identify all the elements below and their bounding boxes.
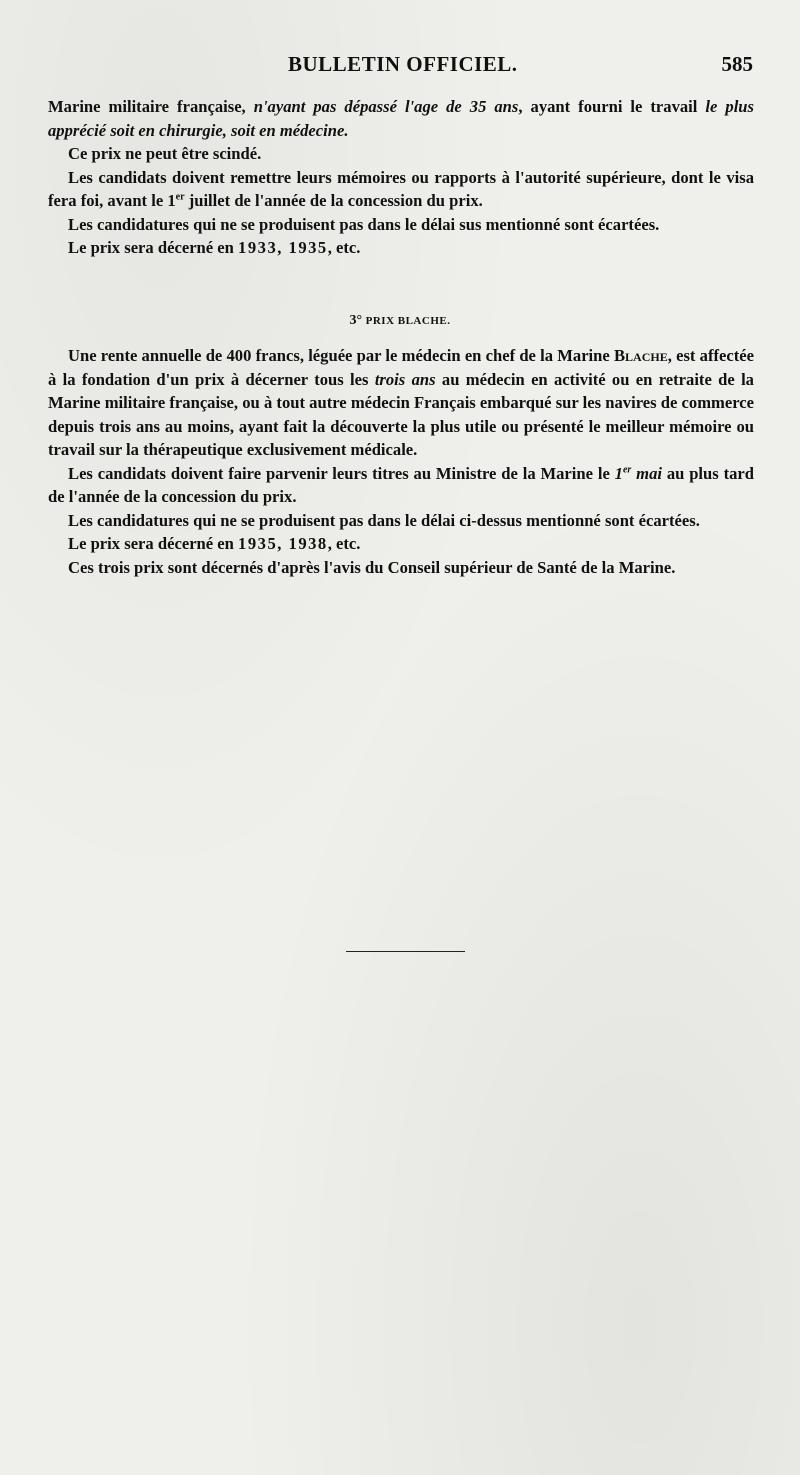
page-header [48, 52, 753, 82]
paragraph-foundation [48, 344, 754, 462]
years-span: 1933, 1935 [238, 238, 328, 257]
text-span: Une rente annuelle de 400 francs, léguée par le médecin en chef de la Marine [68, 346, 614, 365]
text-block-prix-blache [48, 344, 754, 579]
text-span: , etc. [327, 534, 361, 553]
text-block-prize-2-end [48, 95, 754, 260]
italic-span: n'ayant pas dépassé l'age de 35 ans [253, 97, 519, 116]
italic-span: le plus apprécié soit en chirurgie, soit en médecine. [48, 97, 754, 140]
italic-span: 1 [614, 463, 623, 483]
section-number: 3° [349, 313, 363, 328]
italic-span: trois ans [374, 369, 436, 389]
italic-span: mai [631, 463, 662, 483]
text-span: , est affectée à la fondation d'un prix à décerner tous les [48, 346, 754, 389]
paragraph-conclusion: Ces trois prix sont décernés d'après l'avis du Conseil supérieur de Santé de la Marine. [68, 557, 676, 577]
paragraph-award-years [48, 236, 754, 260]
text-span: Le prix sera décerné en [68, 534, 239, 553]
paragraph-submission [48, 166, 754, 213]
text-span: au plus tard de l'année de la concession du prix. [48, 463, 754, 506]
superscript: er [622, 463, 632, 475]
running-title: BULLETIN OFFICIEL. [288, 52, 518, 76]
section-title: PRIX BLACHE. [365, 315, 451, 327]
section-heading-prix-blache [0, 313, 800, 329]
paragraph-rejection: Les candidatures qui ne se produisent pas dans le délai ci-dessus mentionné sont écartées. [68, 510, 700, 530]
years-span: 1935, 1938 [238, 534, 328, 553]
paragraph-indivisible: Ce prix ne peut être scindé. [68, 144, 262, 163]
page-number: 585 [721, 52, 753, 76]
text-span: juillet de l'année de la concession du prix. [184, 191, 483, 210]
paragraph-award-years [48, 532, 754, 556]
superscript: er [175, 191, 185, 203]
text-span: Le prix sera décerné en [68, 238, 239, 257]
text-span: Les candidats doivent faire parvenir leurs titres au Ministre de la Marine le [68, 463, 615, 483]
name-span: Blache [613, 346, 668, 365]
text-span: 1 [167, 191, 176, 210]
end-rule [346, 951, 465, 952]
paragraph-eligibility [48, 95, 754, 142]
text-span: , etc. [327, 238, 361, 257]
paragraph-deadline [48, 462, 754, 509]
text-span: au médecin en activité ou en retraite de la Marine militaire française, ou à tout autre médecin Français embarqué sur les navires de commerce depuis trois ans au moins, ayant fait la découverte la plus utile ou présenté le meilleur mémoire ou travail sur la thérapeutique exclusivement médicale. [48, 369, 754, 459]
text-span: Les candidats doivent remettre leurs mémoires ou rapports à l'autorité supérieure, dont le visa fera foi, avant le [48, 167, 754, 210]
text-span: , ayant fourni le travail [518, 97, 706, 116]
paragraph-rejection: Les candidatures qui ne se produisent pas dans le délai sus mentionné sont écartées. [68, 214, 660, 234]
text-span: Marine militaire française, [48, 97, 254, 116]
